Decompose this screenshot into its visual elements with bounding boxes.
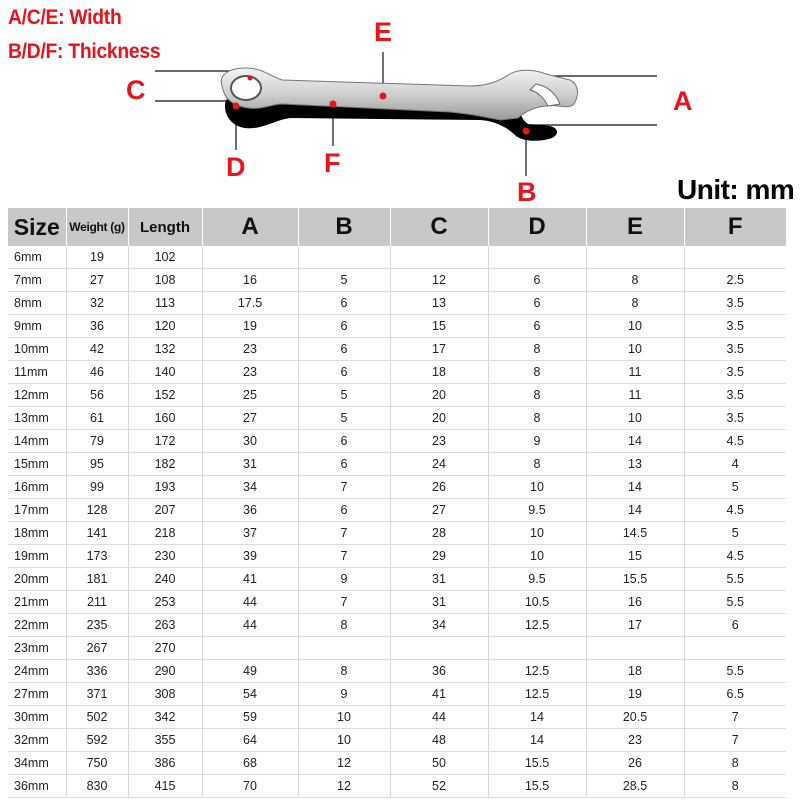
cell-e: 14.5 [586, 522, 684, 545]
cell-length: 253 [128, 591, 202, 614]
cell-size: 30mm [8, 706, 66, 729]
cell-d: 12.5 [488, 660, 586, 683]
cell-d: 15.5 [488, 775, 586, 798]
cell-e: 28.5 [586, 775, 684, 798]
cell-weight: 267 [66, 637, 128, 660]
cell-e: 18 [586, 660, 684, 683]
cell-length: 355 [128, 729, 202, 752]
cell-c: 28 [390, 522, 488, 545]
cell-weight: 830 [66, 775, 128, 798]
cell-f: 4.5 [684, 545, 786, 568]
cell-weight: 19 [66, 246, 128, 269]
cell-c: 29 [390, 545, 488, 568]
cell-e [586, 637, 684, 660]
table-row [8, 752, 786, 775]
cell-a: 34 [202, 476, 298, 499]
cell-d: 12.5 [488, 614, 586, 637]
cell-e: 10 [586, 315, 684, 338]
cell-c: 24 [390, 453, 488, 476]
cell-a: 39 [202, 545, 298, 568]
cell-size: 9mm [8, 315, 66, 338]
cell-size: 8mm [8, 292, 66, 315]
cell-f: 6.5 [684, 683, 786, 706]
cell-d [488, 637, 586, 660]
cell-weight: 32 [66, 292, 128, 315]
cell-a: 19 [202, 315, 298, 338]
cell-b [298, 637, 390, 660]
table-row [8, 614, 786, 637]
cell-length: 160 [128, 407, 202, 430]
cell-d: 15.5 [488, 752, 586, 775]
cell-d: 9.5 [488, 568, 586, 591]
cell-f: 8 [684, 752, 786, 775]
cell-a: 23 [202, 338, 298, 361]
cell-f: 7 [684, 706, 786, 729]
cell-a: 25 [202, 384, 298, 407]
header-a: A [202, 208, 298, 246]
cell-c: 13 [390, 292, 488, 315]
cell-e: 13 [586, 453, 684, 476]
table-row [8, 292, 786, 315]
label-e: E [374, 17, 393, 47]
cell-size: 36mm [8, 775, 66, 798]
cell-a: 49 [202, 660, 298, 683]
cell-b: 5 [298, 407, 390, 430]
cell-b: 6 [298, 338, 390, 361]
cell-length: 290 [128, 660, 202, 683]
cell-a: 17.5 [202, 292, 298, 315]
cell-weight: 95 [66, 453, 128, 476]
cell-weight: 56 [66, 384, 128, 407]
cell-b: 6 [298, 453, 390, 476]
label-a: A [673, 86, 693, 116]
cell-d: 10 [488, 545, 586, 568]
cell-f: 5.5 [684, 660, 786, 683]
cell-a: 31 [202, 453, 298, 476]
cell-e: 16 [586, 591, 684, 614]
header-length: Length [128, 208, 202, 246]
cell-f: 3.5 [684, 315, 786, 338]
cell-a [202, 637, 298, 660]
header-weight: Weight (g) [66, 208, 128, 246]
table-row [8, 246, 786, 269]
cell-c: 15 [390, 315, 488, 338]
cell-size: 21mm [8, 591, 66, 614]
cell-length: 182 [128, 453, 202, 476]
table-row [8, 499, 786, 522]
label-d: D [226, 152, 246, 182]
cell-length: 263 [128, 614, 202, 637]
cell-c: 31 [390, 568, 488, 591]
cell-f: 4.5 [684, 499, 786, 522]
table-row [8, 706, 786, 729]
cell-b: 8 [298, 660, 390, 683]
cell-c: 44 [390, 706, 488, 729]
cell-length: 152 [128, 384, 202, 407]
header-f: F [684, 208, 786, 246]
cell-f: 5 [684, 476, 786, 499]
cell-weight: 181 [66, 568, 128, 591]
cell-b: 9 [298, 568, 390, 591]
cell-b: 5 [298, 384, 390, 407]
cell-f: 3.5 [684, 384, 786, 407]
table-body [8, 246, 786, 798]
table-row [8, 729, 786, 752]
cell-size: 7mm [8, 269, 66, 292]
cell-b: 12 [298, 752, 390, 775]
cell-a: 30 [202, 430, 298, 453]
cell-b: 5 [298, 269, 390, 292]
cell-a: 68 [202, 752, 298, 775]
cell-weight: 592 [66, 729, 128, 752]
cell-e: 10 [586, 407, 684, 430]
cell-length: 218 [128, 522, 202, 545]
legend-thickness: B/D/F: Thickness [8, 40, 161, 63]
table-row [8, 407, 786, 430]
cell-a: 37 [202, 522, 298, 545]
cell-length: 207 [128, 499, 202, 522]
cell-c: 52 [390, 775, 488, 798]
cell-weight: 27 [66, 269, 128, 292]
cell-b [298, 246, 390, 269]
table-row [8, 361, 786, 384]
cell-size: 12mm [8, 384, 66, 407]
cell-size: 27mm [8, 683, 66, 706]
table-row [8, 568, 786, 591]
cell-f [684, 246, 786, 269]
cell-length: 140 [128, 361, 202, 384]
cell-d: 8 [488, 453, 586, 476]
cell-length: 108 [128, 269, 202, 292]
cell-length: 120 [128, 315, 202, 338]
cell-b: 6 [298, 430, 390, 453]
cell-d: 6 [488, 292, 586, 315]
cell-length: 386 [128, 752, 202, 775]
cell-weight: 79 [66, 430, 128, 453]
legend-width: A/C/E: Width [8, 6, 122, 29]
cell-length: 230 [128, 545, 202, 568]
cell-weight: 46 [66, 361, 128, 384]
cell-d: 6 [488, 315, 586, 338]
cell-c: 23 [390, 430, 488, 453]
cell-e: 8 [586, 269, 684, 292]
table-header-row [8, 208, 786, 246]
cell-a: 54 [202, 683, 298, 706]
cell-length: 342 [128, 706, 202, 729]
cell-a: 27 [202, 407, 298, 430]
table-row [8, 476, 786, 499]
cell-length: 308 [128, 683, 202, 706]
cell-f: 7 [684, 729, 786, 752]
cell-e: 14 [586, 499, 684, 522]
cell-b: 6 [298, 499, 390, 522]
cell-d: 14 [488, 706, 586, 729]
cell-d: 10 [488, 476, 586, 499]
cell-f: 5.5 [684, 568, 786, 591]
cell-size: 11mm [8, 361, 66, 384]
cell-size: 14mm [8, 430, 66, 453]
cell-a: 59 [202, 706, 298, 729]
cell-c: 20 [390, 384, 488, 407]
table-row [8, 269, 786, 292]
cell-length: 102 [128, 246, 202, 269]
cell-a: 41 [202, 568, 298, 591]
cell-c: 31 [390, 591, 488, 614]
cell-d: 9.5 [488, 499, 586, 522]
cell-f: 5 [684, 522, 786, 545]
cell-d: 10 [488, 522, 586, 545]
cell-size: 6mm [8, 246, 66, 269]
cell-e: 10 [586, 338, 684, 361]
cell-length: 172 [128, 430, 202, 453]
label-b: B [517, 177, 537, 207]
cell-size: 19mm [8, 545, 66, 568]
cell-weight: 173 [66, 545, 128, 568]
cell-f: 3.5 [684, 292, 786, 315]
cell-f: 4.5 [684, 430, 786, 453]
cell-b: 12 [298, 775, 390, 798]
table-row [8, 775, 786, 798]
cell-length: 270 [128, 637, 202, 660]
table-row [8, 545, 786, 568]
header-e: E [586, 208, 684, 246]
cell-f: 5.5 [684, 591, 786, 614]
cell-c: 48 [390, 729, 488, 752]
table-row [8, 591, 786, 614]
cell-b: 6 [298, 292, 390, 315]
cell-a: 44 [202, 614, 298, 637]
cell-b: 7 [298, 545, 390, 568]
cell-weight: 128 [66, 499, 128, 522]
cell-size: 23mm [8, 637, 66, 660]
header-d: D [488, 208, 586, 246]
cell-c: 41 [390, 683, 488, 706]
table-row [8, 384, 786, 407]
cell-d: 6 [488, 269, 586, 292]
label-f: F [324, 148, 341, 178]
cell-f: 8 [684, 775, 786, 798]
cell-b: 6 [298, 315, 390, 338]
cell-e: 26 [586, 752, 684, 775]
table-row [8, 453, 786, 476]
cell-weight: 235 [66, 614, 128, 637]
cell-c: 12 [390, 269, 488, 292]
cell-c: 50 [390, 752, 488, 775]
cell-c: 18 [390, 361, 488, 384]
cell-d [488, 246, 586, 269]
cell-d: 8 [488, 361, 586, 384]
cell-size: 13mm [8, 407, 66, 430]
cell-e: 17 [586, 614, 684, 637]
cell-c: 36 [390, 660, 488, 683]
cell-weight: 36 [66, 315, 128, 338]
spec-table [8, 208, 786, 798]
cell-f: 3.5 [684, 338, 786, 361]
cell-weight: 502 [66, 706, 128, 729]
cell-e: 19 [586, 683, 684, 706]
cell-c [390, 246, 488, 269]
cell-f: 3.5 [684, 361, 786, 384]
cell-f [684, 637, 786, 660]
cell-c: 17 [390, 338, 488, 361]
cell-c [390, 637, 488, 660]
cell-b: 10 [298, 706, 390, 729]
cell-length: 415 [128, 775, 202, 798]
cell-b: 8 [298, 614, 390, 637]
header-size: Size [8, 208, 66, 246]
cell-d: 12.5 [488, 683, 586, 706]
cell-a: 64 [202, 729, 298, 752]
cell-size: 24mm [8, 660, 66, 683]
cell-e: 15 [586, 545, 684, 568]
cell-c: 20 [390, 407, 488, 430]
cell-a: 70 [202, 775, 298, 798]
cell-e: 23 [586, 729, 684, 752]
cell-size: 16mm [8, 476, 66, 499]
cell-c: 26 [390, 476, 488, 499]
cell-weight: 42 [66, 338, 128, 361]
cell-d: 8 [488, 338, 586, 361]
table-row [8, 522, 786, 545]
cell-a: 23 [202, 361, 298, 384]
cell-f: 4 [684, 453, 786, 476]
cell-b: 6 [298, 361, 390, 384]
cell-b: 7 [298, 522, 390, 545]
table-row [8, 430, 786, 453]
table-row [8, 338, 786, 361]
cell-size: 34mm [8, 752, 66, 775]
cell-weight: 141 [66, 522, 128, 545]
cell-size: 18mm [8, 522, 66, 545]
cell-weight: 750 [66, 752, 128, 775]
cell-d: 8 [488, 384, 586, 407]
cell-length: 132 [128, 338, 202, 361]
cell-a [202, 246, 298, 269]
cell-a: 16 [202, 269, 298, 292]
cell-weight: 211 [66, 591, 128, 614]
header-c: C [390, 208, 488, 246]
cell-d: 10.5 [488, 591, 586, 614]
cell-size: 22mm [8, 614, 66, 637]
table-row [8, 683, 786, 706]
cell-length: 113 [128, 292, 202, 315]
cell-d: 8 [488, 407, 586, 430]
unit-label: Unit: mm [677, 174, 795, 205]
cell-size: 10mm [8, 338, 66, 361]
cell-e: 11 [586, 384, 684, 407]
table-row [8, 315, 786, 338]
cell-f: 6 [684, 614, 786, 637]
table-row [8, 637, 786, 660]
cell-c: 34 [390, 614, 488, 637]
cell-size: 20mm [8, 568, 66, 591]
cell-a: 36 [202, 499, 298, 522]
cell-f: 3.5 [684, 407, 786, 430]
cell-e: 15.5 [586, 568, 684, 591]
cell-d: 14 [488, 729, 586, 752]
cell-b: 10 [298, 729, 390, 752]
cell-b: 9 [298, 683, 390, 706]
cell-a: 44 [202, 591, 298, 614]
header-b: B [298, 208, 390, 246]
cell-d: 9 [488, 430, 586, 453]
cell-weight: 371 [66, 683, 128, 706]
label-c: C [126, 75, 146, 105]
cell-e: 8 [586, 292, 684, 315]
cell-weight: 61 [66, 407, 128, 430]
cell-f: 2.5 [684, 269, 786, 292]
cell-size: 15mm [8, 453, 66, 476]
cell-length: 240 [128, 568, 202, 591]
cell-b: 7 [298, 476, 390, 499]
cell-e: 14 [586, 476, 684, 499]
cell-e: 11 [586, 361, 684, 384]
cell-c: 27 [390, 499, 488, 522]
cell-length: 193 [128, 476, 202, 499]
cell-weight: 336 [66, 660, 128, 683]
cell-e [586, 246, 684, 269]
cell-size: 32mm [8, 729, 66, 752]
table-row [8, 660, 786, 683]
cell-size: 17mm [8, 499, 66, 522]
cell-e: 20.5 [586, 706, 684, 729]
cell-weight: 99 [66, 476, 128, 499]
cell-b: 7 [298, 591, 390, 614]
cell-e: 14 [586, 430, 684, 453]
